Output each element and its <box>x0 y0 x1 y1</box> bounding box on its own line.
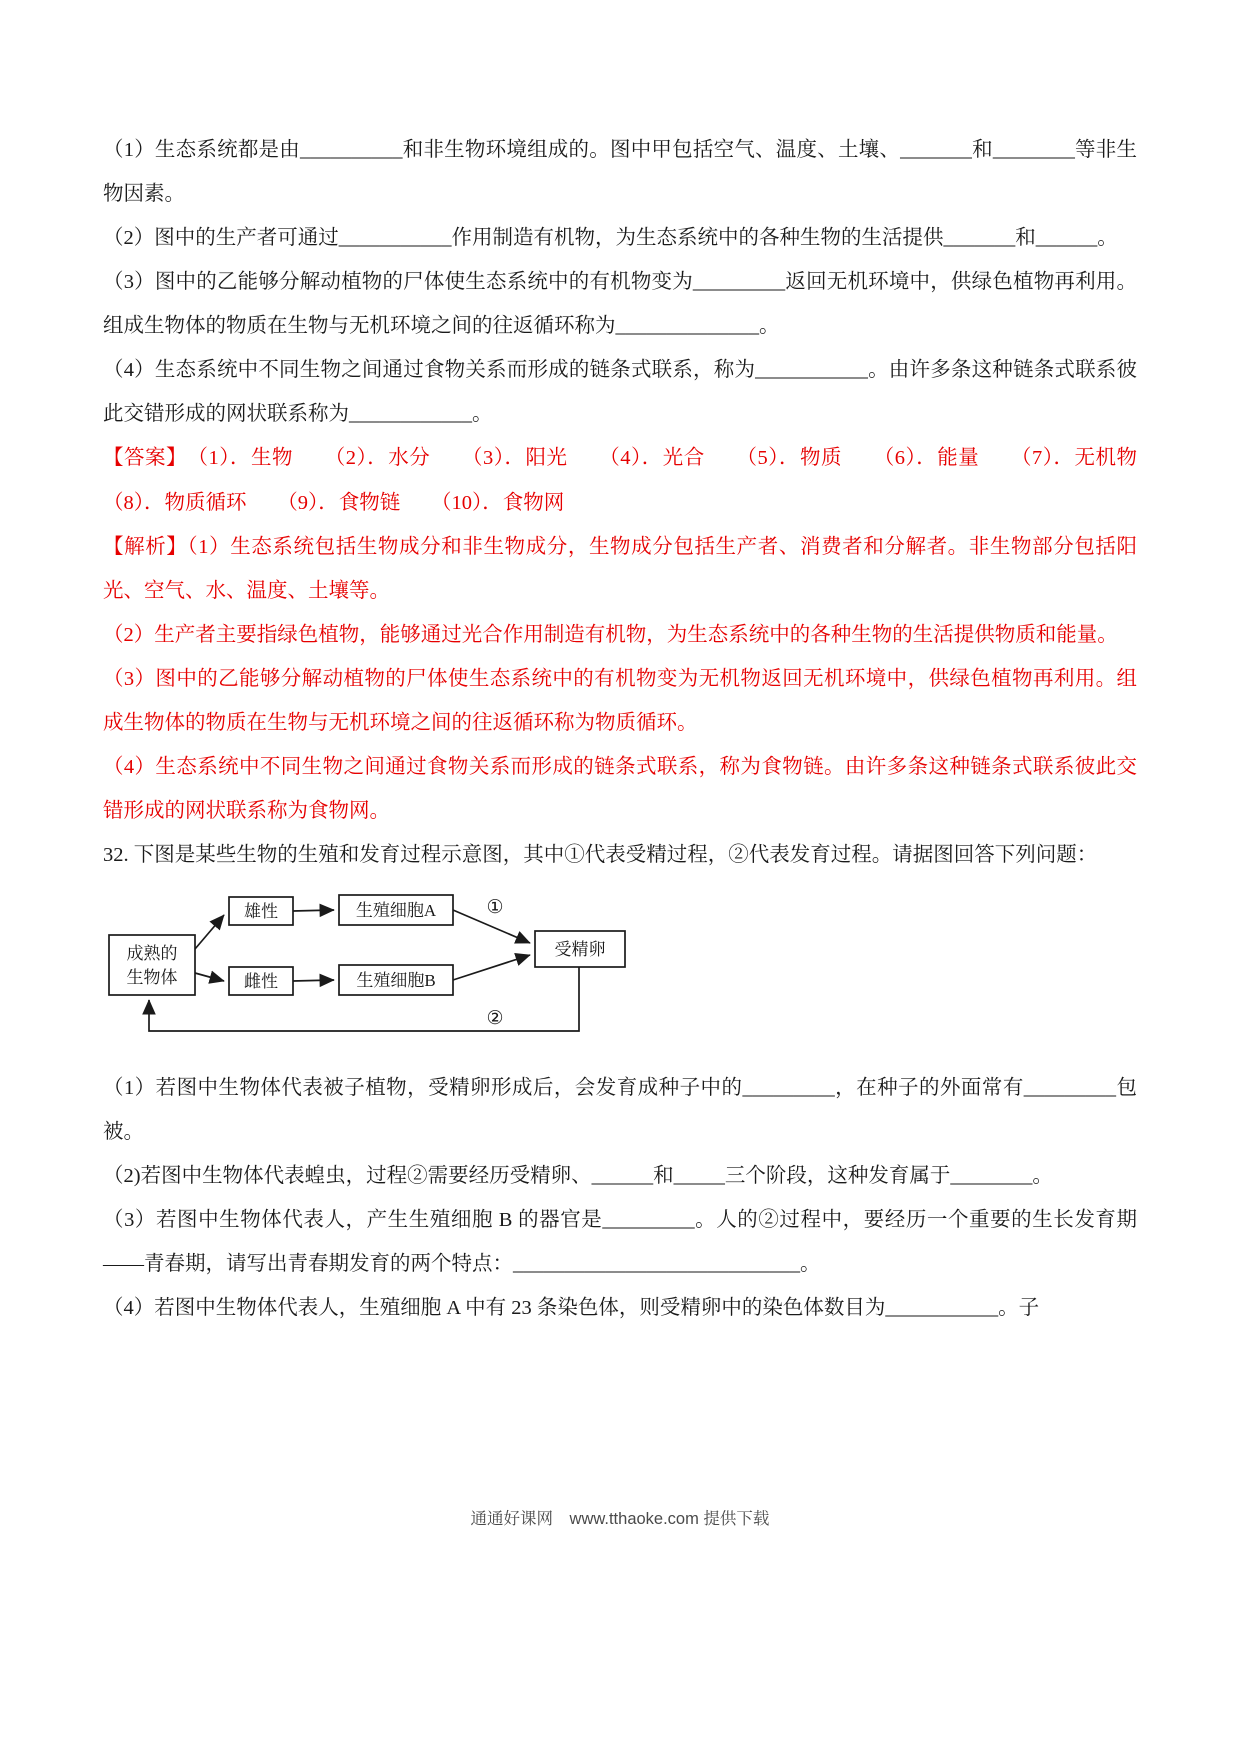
step2-circle-label: ② <box>486 1008 504 1030</box>
reproduction-diagram <box>105 891 1137 1048</box>
q31-analysis-4: （4）生态系统中不同生物之间通过食物关系而形成的链条式联系，称为食物链。由许多条这种链条式联系彼此交错形成的网状联系称为食物网。 <box>103 755 1137 822</box>
q32-part-3: （3）若图中生物体代表人，产生生殖细胞 B 的器官是_________。人的②过程中，要经历一个重要的生长发育期——青春期，请写出青春期发育的两个特点：____________________________。 <box>103 1209 1137 1276</box>
page-footer: 通通好课网 www.tthaoke.com 提供下载 <box>470 1510 770 1528</box>
germ-cell-a-label: 生殖细胞A <box>355 901 437 921</box>
q31-answer: 【答案】 （1）．生物 （2）．水分 （3）．阳光 （4）．光合 （5）．物质 （6）．能量 （7）．无机物 （8）．物质循环 （9）．食物链 （10）．食物网 <box>103 447 1178 514</box>
mature-organism-label-line2: 生物体 <box>126 968 178 988</box>
q31-part-2: （2）图中的生产者可通过___________作用制造有机物，为生态系统中的各种生物的生活提供_______和______。 <box>103 227 1118 250</box>
reproduction-flow-svg <box>105 891 650 1043</box>
document-content <box>103 128 1178 1330</box>
q32-part-1: （1）若图中生物体代表被子植物，受精卵形成后，会发育成种子中的_________，在种子的外面常有_________包被。 <box>103 1077 1137 1144</box>
arrow-male-to-cell-a <box>293 910 334 911</box>
q32-stem: 32. 下图是某些生物的生殖和发育过程示意图，其中①代表受精过程，②代表发育过程。请据图回答下列问题： <box>103 844 1098 866</box>
female-label: 雌性 <box>244 972 278 992</box>
q31-analysis-3: （3）图中的乙能够分解动植物的尸体使生态系统中的有机物变为无机物返回无机环境中，供绿色植物再利用。组成生物体的物质在生物与无机环境之间的往返循环称为物质循环。 <box>103 667 1137 734</box>
male-label: 雄性 <box>244 902 278 922</box>
germ-cell-b-label: 生殖细胞B <box>356 971 436 991</box>
zygote-label: 受精卵 <box>554 940 606 960</box>
mature-organism-label-line1: 成熟的 <box>126 944 178 964</box>
step1-circle-label: ① <box>486 897 504 919</box>
arrow-mature-to-female <box>195 973 224 981</box>
q31-analysis-1: 【解析】（1）生态系统包括生物成分和非生物成分，生物成分包括生产者、消费者和分解者。非生物部分包括阳光、空气、水、温度、土壤等。 <box>103 535 1137 602</box>
q31-analysis-2: （2）生产者主要指绿色植物，能够通过光合作用制造有机物，为生态系统中的各种生物的生活提供物质和能量。 <box>103 623 1118 646</box>
q31-part-4: （4）生态系统中不同生物之间通过食物关系而形成的链条式联系，称为___________。由许多条这种链条式联系彼此交错形成的网状联系称为____________。 <box>103 359 1137 426</box>
q31-part-3: （3）图中的乙能够分解动植物的尸体使生态系统中的有机物变为_________返回无机环境中，供绿色植物再利用。组成生物体的物质在生物与无机环境之间的往返循环称为______________。 <box>103 271 1137 338</box>
q32-part-2: （2)若图中生物体代表蝗虫，过程②需要经历受精卵、______和_____三个阶段，这种发育属于________。 <box>103 1165 1053 1188</box>
q32-part-4: （4）若图中生物体代表人，生殖细胞 A 中有 23 条染色体，则受精卵中的染色体数目为___________。子 <box>103 1297 1040 1320</box>
arrow-mature-to-male <box>195 915 224 949</box>
q31-part-1: （1）生态系统都是由__________和非生物环境组成的。图中甲包括空气、温度、土壤、_______和________等非生物因素。 <box>103 139 1137 206</box>
arrow-female-to-cell-b <box>293 980 334 981</box>
arrow-cell-b-to-zygote <box>453 955 530 980</box>
